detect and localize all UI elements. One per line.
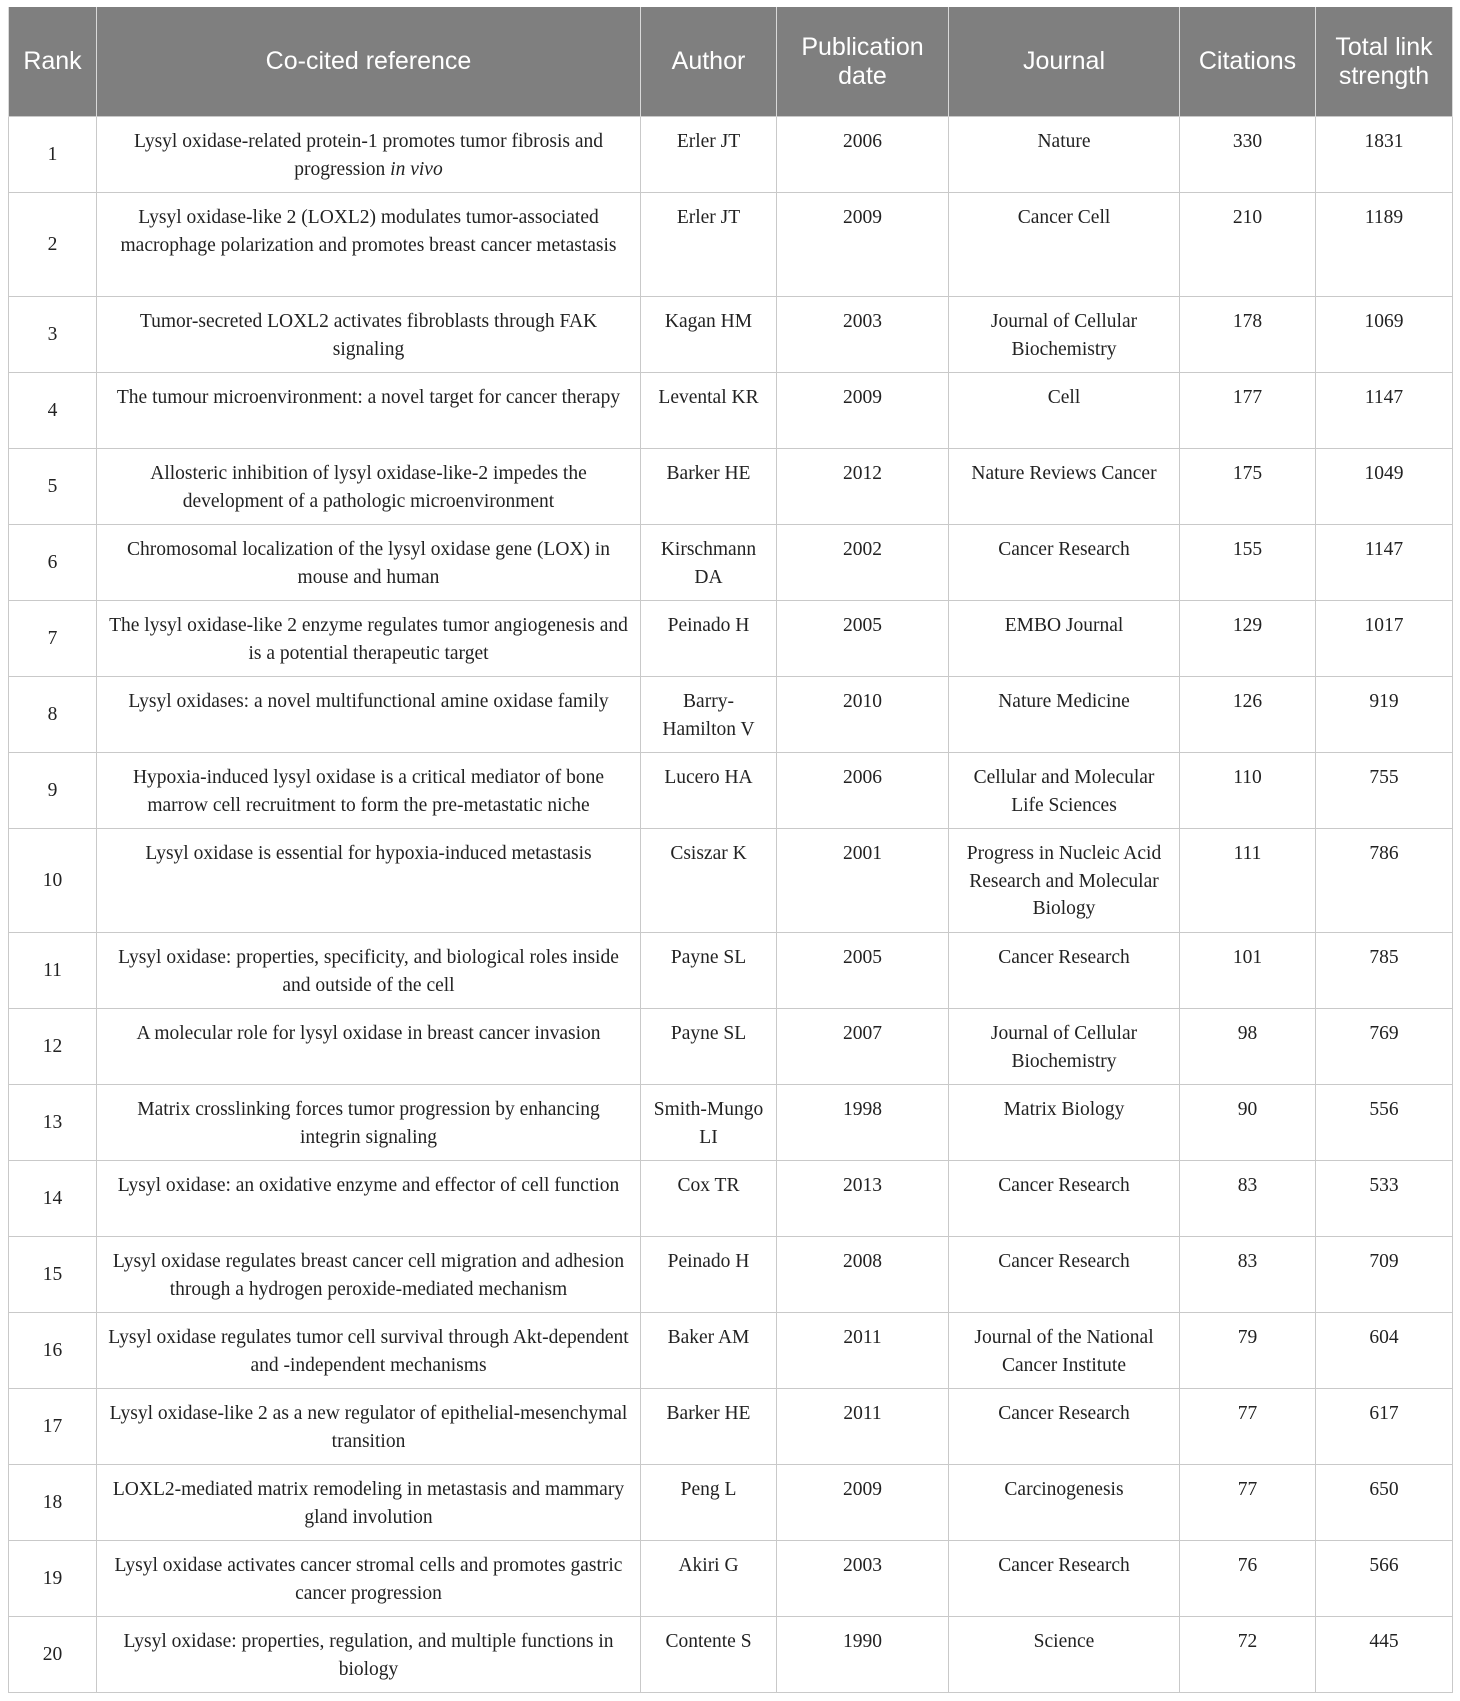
table-row [9,1085,1453,1161]
table-row [9,1465,1453,1541]
cell-reference: A molecular role for lysyl oxidase in breast cancer invasion [97,1009,641,1085]
cell-reference: LOXL2-mediated matrix remodeling in metastasis and mammary gland involution [97,1465,641,1541]
cell-date: 2012 [777,449,949,525]
cell-author: Csiszar K [641,829,777,933]
cell-reference: Lysyl oxidase is essential for hypoxia-induced metastasis [97,829,641,933]
table-row [9,933,1453,1009]
table-row [9,525,1453,601]
cell-citations: 178 [1180,297,1316,373]
cell-rank: 7 [9,601,97,677]
table-row [9,1009,1453,1085]
cell-citations: 77 [1180,1389,1316,1465]
cell-citations: 77 [1180,1465,1316,1541]
cell-journal: Cellular and Molecular Life Sciences [949,753,1180,829]
cell-author: Akiri G [641,1541,777,1617]
header-link-strength: Total link strength [1316,7,1453,117]
cell-date: 1990 [777,1617,949,1693]
cell-reference: Chromosomal localization of the lysyl oxidase gene (LOX) in mouse and human [97,525,641,601]
cell-rank: 11 [9,933,97,1009]
cell-citations: 155 [1180,525,1316,601]
cell-link-strength: 533 [1316,1161,1453,1237]
cell-date: 2005 [777,601,949,677]
table-row [9,449,1453,525]
cell-journal: Matrix Biology [949,1085,1180,1161]
cell-author: Contente S [641,1617,777,1693]
cell-journal: Science [949,1617,1180,1693]
reference-text: Lysyl oxidase-related protein-1 promotes tumor fibrosis and progression [134,131,603,180]
cell-date: 2005 [777,933,949,1009]
table-row [9,1617,1453,1693]
cell-journal: Cancer Research [949,933,1180,1009]
cell-citations: 126 [1180,677,1316,753]
cell-date: 2002 [777,525,949,601]
cell-rank: 10 [9,829,97,933]
cell-journal: Cancer Research [949,1161,1180,1237]
cell-date: 2011 [777,1389,949,1465]
cell-citations: 129 [1180,601,1316,677]
cell-citations: 175 [1180,449,1316,525]
cell-link-strength: 1831 [1316,117,1453,193]
cell-author: Peinado H [641,1237,777,1313]
cell-journal: Cancer Research [949,1237,1180,1313]
table-row [9,1389,1453,1465]
cell-journal: Carcinogenesis [949,1465,1180,1541]
cell-reference: Lysyl oxidase regulates tumor cell survival through Akt-dependent and -independent mechanisms [97,1313,641,1389]
cell-rank: 3 [9,297,97,373]
cell-link-strength: 1049 [1316,449,1453,525]
cell-reference: Lysyl oxidase-like 2 as a new regulator of epithelial-mesenchymal transition [97,1389,641,1465]
cell-link-strength: 556 [1316,1085,1453,1161]
cell-reference: Lysyl oxidase: an oxidative enzyme and effector of cell function [97,1161,641,1237]
cell-citations: 177 [1180,373,1316,449]
cell-author: Kagan HM [641,297,777,373]
cell-date: 2003 [777,1541,949,1617]
header-date: Publication date [777,7,949,117]
table-row [9,1237,1453,1313]
table-row [9,117,1453,193]
cell-author: Barry-Hamilton V [641,677,777,753]
cell-rank: 13 [9,1085,97,1161]
cell-journal: Cancer Research [949,1541,1180,1617]
table-row [9,373,1453,449]
cell-link-strength: 650 [1316,1465,1453,1541]
cell-author: Lucero HA [641,753,777,829]
cell-rank: 12 [9,1009,97,1085]
header-rank: Rank [9,7,97,117]
header-journal: Journal [949,7,1180,117]
cell-rank: 19 [9,1541,97,1617]
cell-citations: 83 [1180,1161,1316,1237]
table-row [9,677,1453,753]
cell-rank: 9 [9,753,97,829]
cell-citations: 101 [1180,933,1316,1009]
cell-citations: 83 [1180,1237,1316,1313]
cell-rank: 20 [9,1617,97,1693]
cell-link-strength: 445 [1316,1617,1453,1693]
header-author: Author [641,7,777,117]
cell-author: Smith-Mungo LI [641,1085,777,1161]
cell-journal: Journal of Cellular Biochemistry [949,297,1180,373]
cell-link-strength: 1069 [1316,297,1453,373]
cell-date: 2011 [777,1313,949,1389]
cell-link-strength: 709 [1316,1237,1453,1313]
cell-link-strength: 617 [1316,1389,1453,1465]
cell-rank: 2 [9,193,97,297]
cell-citations: 76 [1180,1541,1316,1617]
cell-reference: Matrix crosslinking forces tumor progression by enhancing integrin signaling [97,1085,641,1161]
cell-author: Erler JT [641,117,777,193]
cell-author: Payne SL [641,933,777,1009]
cell-date: 2009 [777,193,949,297]
cell-journal: Nature Medicine [949,677,1180,753]
cell-date: 1998 [777,1085,949,1161]
cell-reference [97,117,641,193]
table-row [9,193,1453,297]
reference-italic-text: in vivo [390,158,443,180]
cell-journal: Cancer Research [949,525,1180,601]
cell-citations: 90 [1180,1085,1316,1161]
cell-rank: 5 [9,449,97,525]
cell-reference: Allosteric inhibition of lysyl oxidase-like-2 impedes the development of a pathologic microenvironment [97,449,641,525]
cell-rank: 14 [9,1161,97,1237]
cell-reference: Lysyl oxidase regulates breast cancer cell migration and adhesion through a hydrogen peroxide-mediated mechanism [97,1237,641,1313]
cell-author: Barker HE [641,449,777,525]
cell-link-strength: 785 [1316,933,1453,1009]
table-row [9,1161,1453,1237]
cell-date: 2006 [777,753,949,829]
cell-journal: Cancer Research [949,1389,1180,1465]
cell-link-strength: 786 [1316,829,1453,933]
cell-date: 2009 [777,373,949,449]
cell-date: 2007 [777,1009,949,1085]
cell-author: Peng L [641,1465,777,1541]
cell-reference: Hypoxia-induced lysyl oxidase is a critical mediator of bone marrow cell recruitment to form the pre-metastatic niche [97,753,641,829]
cell-rank: 15 [9,1237,97,1313]
cell-journal: Progress in Nucleic Acid Research and Molecular Biology [949,829,1180,933]
cell-link-strength: 919 [1316,677,1453,753]
cell-date: 2006 [777,117,949,193]
cell-date: 2008 [777,1237,949,1313]
cell-rank: 16 [9,1313,97,1389]
cell-journal: Journal of Cellular Biochemistry [949,1009,1180,1085]
table-row [9,297,1453,373]
cell-rank: 18 [9,1465,97,1541]
cell-citations: 330 [1180,117,1316,193]
co-cited-references-table [8,7,1453,1693]
cell-reference: Lysyl oxidase: properties, regulation, and multiple functions in biology [97,1617,641,1693]
cell-citations: 72 [1180,1617,1316,1693]
table-body [9,117,1453,1693]
table-row [9,753,1453,829]
cell-link-strength: 769 [1316,1009,1453,1085]
cell-reference: The lysyl oxidase-like 2 enzyme regulates tumor angiogenesis and is a potential therapeutic target [97,601,641,677]
cell-author: Baker AM [641,1313,777,1389]
table-header [9,7,1453,117]
cell-author: Cox TR [641,1161,777,1237]
cell-journal: Cell [949,373,1180,449]
header-citations: Citations [1180,7,1316,117]
cell-rank: 6 [9,525,97,601]
cell-link-strength: 1147 [1316,373,1453,449]
cell-reference: Lysyl oxidase-like 2 (LOXL2) modulates tumor-associated macrophage polarization and promotes breast cancer metastasis [97,193,641,297]
cell-reference: Tumor-secreted LOXL2 activates fibroblasts through FAK signaling [97,297,641,373]
cell-date: 2009 [777,1465,949,1541]
cell-author: Erler JT [641,193,777,297]
cell-journal: EMBO Journal [949,601,1180,677]
cell-journal: Nature Reviews Cancer [949,449,1180,525]
cell-link-strength: 1017 [1316,601,1453,677]
header-reference: Co-cited reference [97,7,641,117]
cell-citations: 98 [1180,1009,1316,1085]
cell-reference: Lysyl oxidase activates cancer stromal cells and promotes gastric cancer progression [97,1541,641,1617]
table-row [9,829,1453,933]
cell-citations: 210 [1180,193,1316,297]
cell-author: Levental KR [641,373,777,449]
cell-link-strength: 566 [1316,1541,1453,1617]
table-row [9,601,1453,677]
cell-author: Payne SL [641,1009,777,1085]
cell-citations: 79 [1180,1313,1316,1389]
cell-link-strength: 604 [1316,1313,1453,1389]
table-row [9,1541,1453,1617]
cell-rank: 8 [9,677,97,753]
cell-rank: 1 [9,117,97,193]
cell-link-strength: 755 [1316,753,1453,829]
cell-citations: 111 [1180,829,1316,933]
cell-journal: Journal of the National Cancer Institute [949,1313,1180,1389]
cell-journal: Nature [949,117,1180,193]
cell-reference: Lysyl oxidases: a novel multifunctional amine oxidase family [97,677,641,753]
cell-date: 2003 [777,297,949,373]
cell-date: 2001 [777,829,949,933]
table-row [9,1313,1453,1389]
cell-rank: 17 [9,1389,97,1465]
cell-journal: Cancer Cell [949,193,1180,297]
cell-link-strength: 1147 [1316,525,1453,601]
cell-reference: The tumour microenvironment: a novel target for cancer therapy [97,373,641,449]
header-row [9,7,1453,117]
cell-citations: 110 [1180,753,1316,829]
cell-date: 2013 [777,1161,949,1237]
cell-date: 2010 [777,677,949,753]
cell-rank: 4 [9,373,97,449]
cell-author: Kirschmann DA [641,525,777,601]
cell-author: Peinado H [641,601,777,677]
cell-author: Barker HE [641,1389,777,1465]
cell-link-strength: 1189 [1316,193,1453,297]
cell-reference: Lysyl oxidase: properties, specificity, and biological roles inside and outside of the cell [97,933,641,1009]
